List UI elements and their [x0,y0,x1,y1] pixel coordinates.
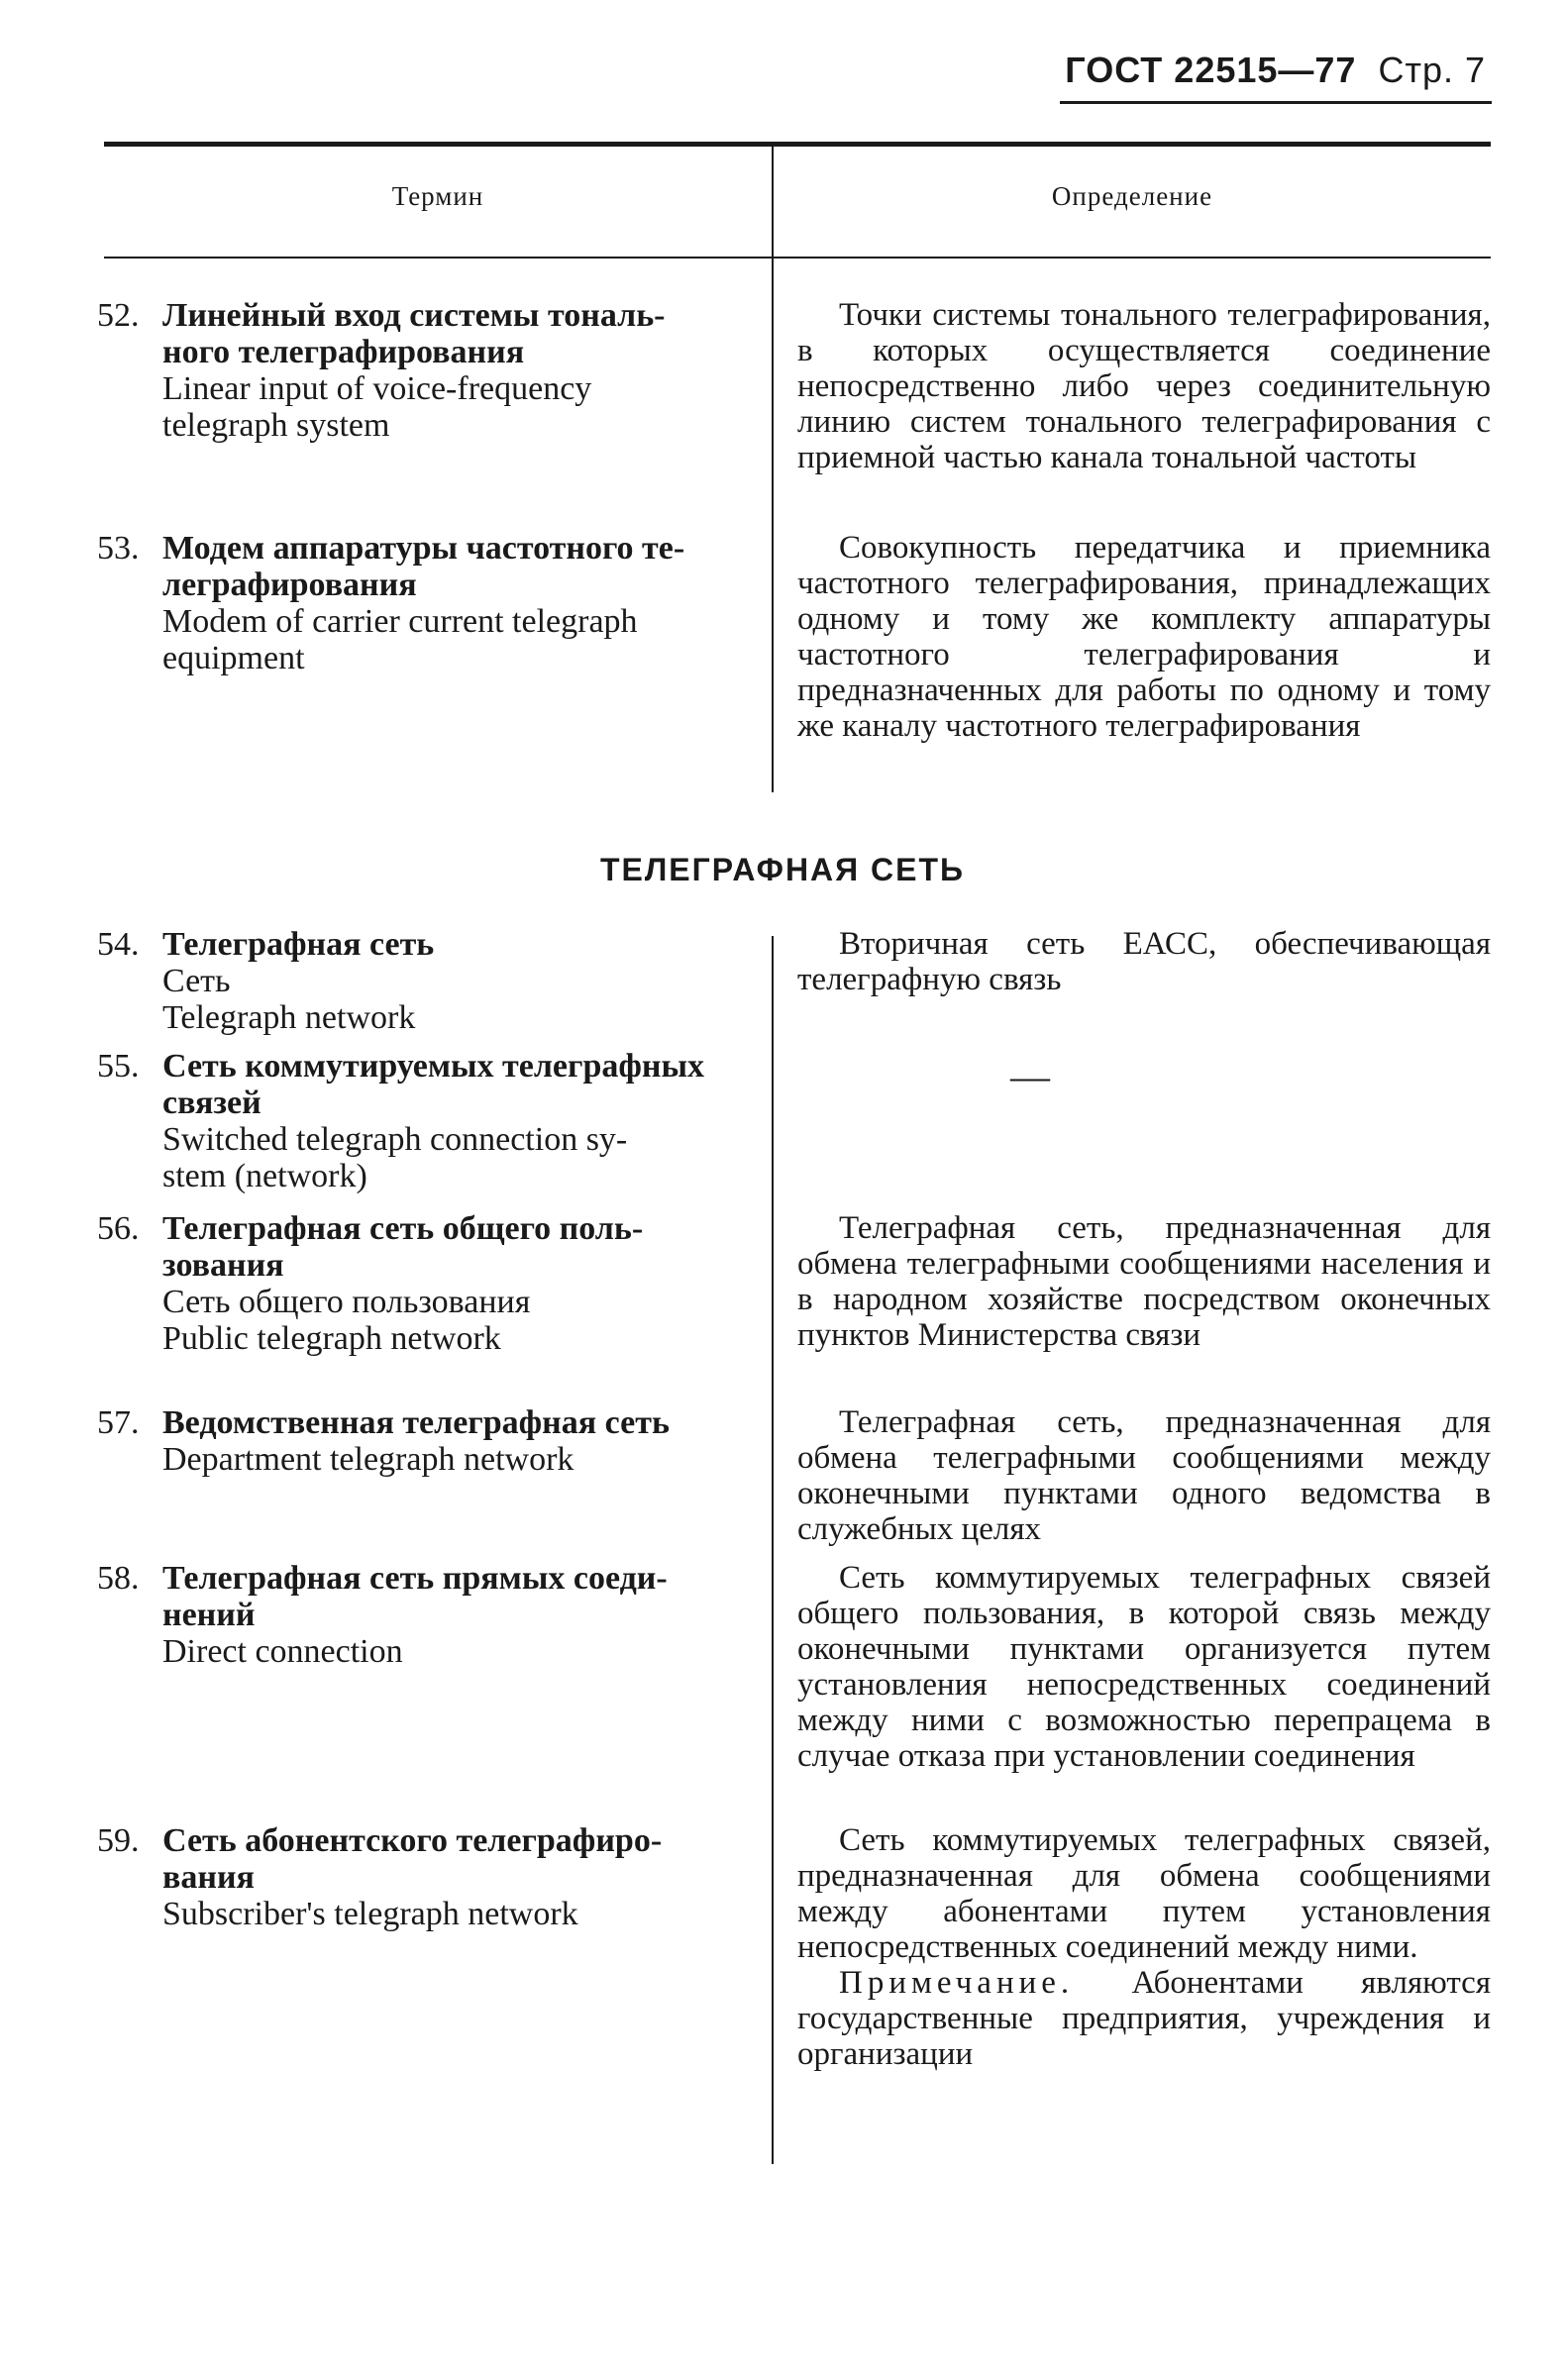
page-header [1060,50,1486,91]
term-number: 58. [97,1560,140,1597]
term-synonym: Сеть [162,963,231,999]
term-entry-54 [97,926,746,1036]
term-number: 59. [97,1822,140,1859]
definition-55-dash: — [1010,1054,1050,1098]
table-top-rule [104,142,1491,147]
term-en: Subscriber's telegraph network [162,1896,578,1932]
term-en: Linear input of voice-frequency [162,370,592,407]
term-en: Public telegraph network [162,1320,501,1357]
term-en-cont: stem (network) [162,1158,367,1194]
term-number: 55. [97,1048,140,1085]
term-entry-58 [97,1560,746,1670]
term-entry-53 [97,530,746,676]
definition-59 [797,1822,1491,2072]
term-entry-55 [97,1048,746,1194]
term-ru: Модем аппаратуры частотного те- [162,530,685,567]
term-ru: Телеграфная сеть прямых соеди- [162,1560,668,1597]
table-head-rule [104,257,1491,259]
term-number: 56. [97,1210,140,1247]
definition-57: Телеграфная сеть, предназначенная для обмена телеграфными сообщениями между оконечными пунктами одного ведомства в служебных целях [797,1404,1491,1547]
definition-54: Вторичная сеть ЕАСС, обеспечивающая телеграфную связь [797,926,1491,997]
column-header-term: Термин [391,181,484,211]
term-ru: Сеть абонентского телеграфиро- [162,1822,663,1859]
term-ru-cont: вания [162,1859,255,1896]
definition-59-text: Сеть коммутируемых телеграфных связей, предназначенная для обмена сообщениями между абонентами путем установления непосредственных соединений между ними. [797,1822,1491,1965]
term-ru-cont: связей [162,1085,261,1121]
term-number: 57. [97,1404,140,1441]
definition-59-note [797,1965,1491,2072]
term-ru: Линейный вход системы тональ- [162,297,666,334]
definition-58: Сеть коммутируемых телеграфных связей общего пользования, в которой связь между оконечными пунктами организуется путем установления непосредственных соединений между ними с возможностью перепрацема в случае отказа при установлении соединения [797,1560,1491,1774]
term-entry-56 [97,1210,746,1357]
term-en: Telegraph network [162,999,416,1036]
page-number: Стр. 7 [1378,50,1486,90]
term-en: Switched telegraph connection sy- [162,1121,628,1158]
term-number: 54. [97,926,140,963]
definition-52: Точки системы тонального телеграфирования, в которых осуществляется соединение непосредственно либо через соединительную линию систем тонального телеграфирования с приемной частью канала тональной частоты [797,297,1491,475]
term-ru-cont: леграфирования [162,567,417,603]
term-synonym: Сеть общего пользования [162,1284,531,1320]
term-ru-cont: нений [162,1597,256,1633]
term-ru: Телеграфная сеть [162,926,435,963]
term-ru-cont: ного телеграфирования [162,334,525,370]
term-en-cont: telegraph system [162,407,390,444]
column-divider [772,936,774,2164]
term-ru-cont: зования [162,1247,284,1284]
term-ru: Ведомственная телеграфная сеть [162,1404,670,1441]
header-rule [1060,101,1492,104]
column-divider [772,147,774,792]
term-entry-59 [97,1822,746,1932]
column-header-definition: Определение [1051,181,1213,211]
note-text: Абонентами являются государственные предприятия, учреждения и организации [797,1965,1491,2072]
term-ru: Сеть коммутируемых телеграфных [162,1048,705,1085]
note-label: Примечание. [839,1965,1075,2001]
definition-53: Совокупность передатчика и приемника частотного телеграфирования, принадлежащих одному и тому же комплекту аппаратуры частотного телеграфирования и предназначенных для работы по одному и тому же каналу частотного телеграфирования [797,530,1491,744]
term-en: Direct connection [162,1633,403,1670]
term-en: Department telegraph network [162,1441,574,1478]
term-number: 52. [97,297,140,334]
term-en: Modem of carrier current telegraph [162,603,638,640]
term-en-cont: equipment [162,640,305,676]
term-number: 53. [97,530,140,567]
standard-number: ГОСТ 22515—77 [1065,50,1357,90]
definition-56: Телеграфная сеть, предназначенная для обмена телеграфными сообщениями населения и в народном хозяйстве посредством оконечных пунктов Министерства связи [797,1210,1491,1353]
section-title: ТЕЛЕГРАФНАЯ СЕТЬ [599,852,966,887]
term-ru: Телеграфная сеть общего поль- [162,1210,644,1247]
term-entry-52 [97,297,746,444]
term-entry-57 [97,1404,746,1478]
